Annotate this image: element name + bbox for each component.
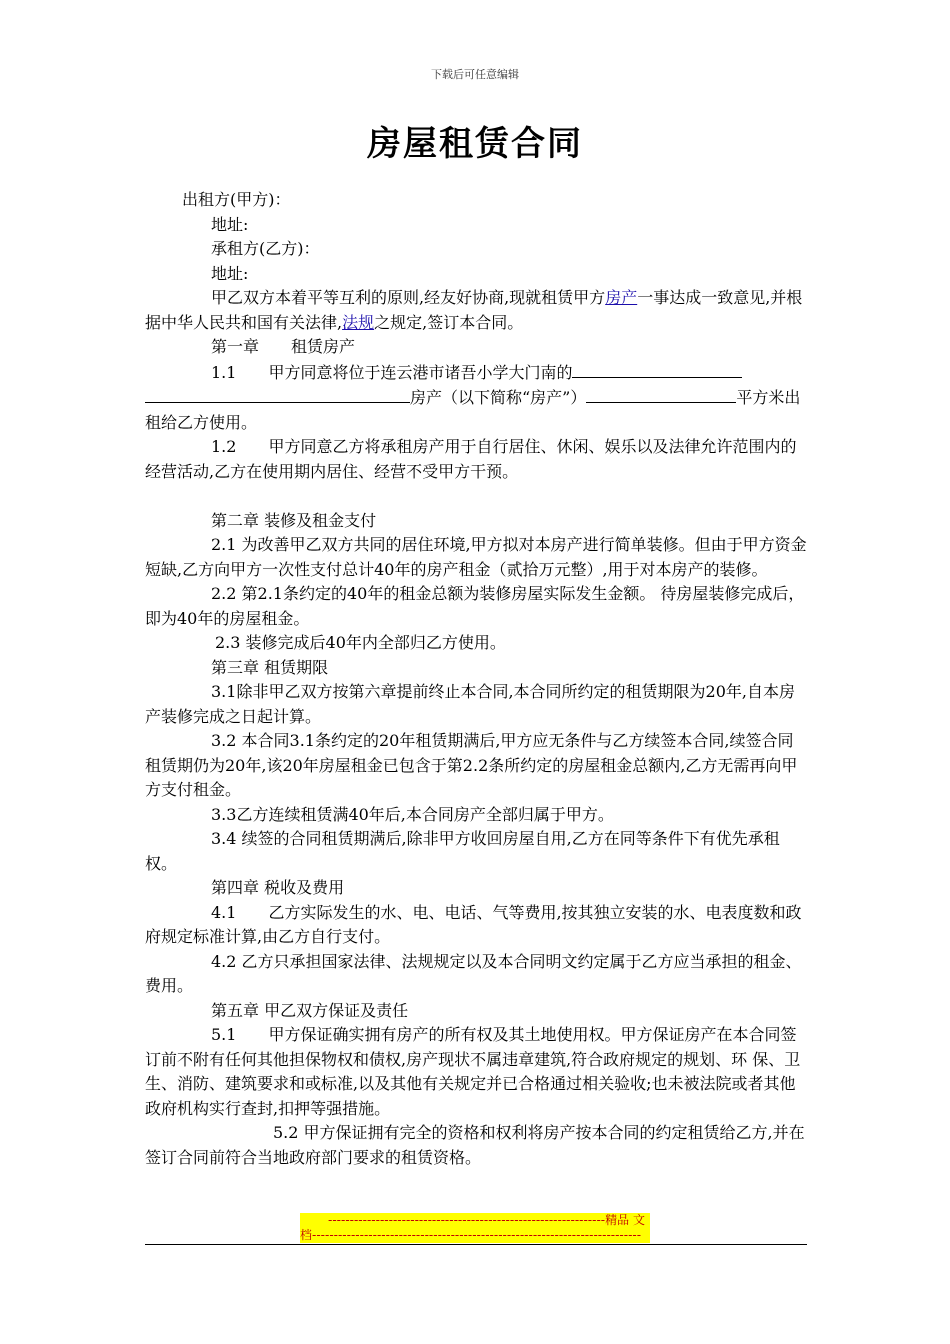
clause-4-1: 4.1 乙方实际发生的水、电、电话、气等费用,按其独立安装的水、电表度数和政府规定标准计算,由乙方自行支付。: [145, 902, 802, 946]
clause-2-3: 2.3 装修完成后40年内全部归乙方使用。: [215, 633, 506, 652]
address-blank: [572, 360, 742, 378]
clause-3-3: 3.3乙方连续租赁满40年后,本合同房产全部归属于甲方。: [211, 804, 614, 824]
footer-banner-line-1: ----------------------------------------------------------------精品 文: [300, 1213, 650, 1228]
clause-1-1: 1.1 甲方同意将位于连云港市诸吾小学大门南的房产（以下简称“房产”） 平方米出租给乙方使用。: [145, 360, 807, 436]
clause-5-1: 5.1 甲方保证确实拥有房产的所有权及其土地使用权。甲方保证房产在本合同签订前不附有任何其他担保物权和债权,房产现状不属违章建筑,符合政府规定的规划、环 保、卫生、消防、建筑要求和或标准,以及其他有关规定并已合格通过相关验收;也未被法院或者其他政府机构实行查封,扣押等强措施。: [145, 1025, 801, 1118]
clause-3-4: 3.4 续签的合同租赁期满后,除非甲方收回房屋自用,乙方在同等条件下有优先承租权。: [145, 829, 780, 873]
chapter-5-heading: 第五章 甲乙双方保证及责任: [211, 1000, 409, 1020]
clause-4-2: 4.2 乙方只承担国家法律、法规规定以及本合同明文约定属于乙方应当承担的租金、费用。: [145, 951, 802, 995]
clause-2-1: 2.1 为改善甲乙双方共同的居住环境,甲方拟对本房产进行简单装修。但由于甲方资金短缺,乙方向甲方一次性支付总计40年的房产租金（贰拾万元整）,用于对本房产的装修。: [145, 535, 807, 579]
area-blank: [586, 385, 736, 403]
clause-3-1: 3.1除非甲乙双方按第六章提前终止本合同,本合同所约定的租赁期限为20年,自本房产装修完成之日起计算。: [145, 682, 795, 726]
chapter-2-heading: 第二章 装修及租金支付: [211, 510, 377, 530]
lessor-address: 地址:: [211, 214, 249, 234]
clause-2-2: 2.2 第2.1条约定的40年的租金总额为装修房屋实际发生金额。 待房屋装修完成后， 即为40年的房屋租金。: [145, 584, 805, 628]
contract-body: [145, 188, 807, 1170]
lessor-label: 出租方(甲方)：: [182, 190, 291, 209]
clause-3-2: 3.2 本合同3.1条约定的20年租赁期满后,甲方应无条件与乙方续签本合同,续签合同租赁期仍为20年,该20年房屋租金已包含于第2.2条所约定的房屋租金总额内,乙方无需再向甲方支付租金。: [145, 731, 798, 799]
regulations-link[interactable]: 法规: [342, 312, 375, 332]
chapter-3-heading: 第三章 租赁期限: [211, 657, 329, 677]
clause-1-2: 1.2 甲方同意乙方将承租房产用于自行居住、休闲、娱乐以及法律允许范围内的经营活动,乙方在使用期内居住、经营不受甲方干预。: [145, 437, 797, 481]
property-link[interactable]: 房产: [605, 288, 638, 307]
chapter-4-heading: 第四章 税收及费用: [211, 878, 345, 897]
intro-paragraph: 甲乙双方本着平等互利的原则,经友好协商,现就租赁甲方房产一事达成一致意见,并根据中华人民共和国有关法律,法规之规定,签订本合同。: [145, 288, 803, 332]
document-title: 房屋租赁合同: [367, 124, 583, 164]
lessee-address: 地址:: [211, 263, 249, 283]
chapter-1-heading: 第一章 租赁房产: [211, 337, 356, 356]
lessee-label: 承租方(乙方)：: [211, 239, 320, 258]
address-blank-cont: [145, 385, 410, 403]
clause-5-2: 5.2 甲方保证拥有完全的资格和权利将房产按本合同的约定租赁给乙方,并在签订合同前符合当地政府部门要求的租赁资格。: [145, 1123, 805, 1167]
footer-rule: [145, 1244, 807, 1245]
footer-banner-line-2: 档----------------------------------------------------------------------------: [300, 1228, 650, 1243]
header-note: 下载后可任意编辑: [431, 68, 519, 81]
